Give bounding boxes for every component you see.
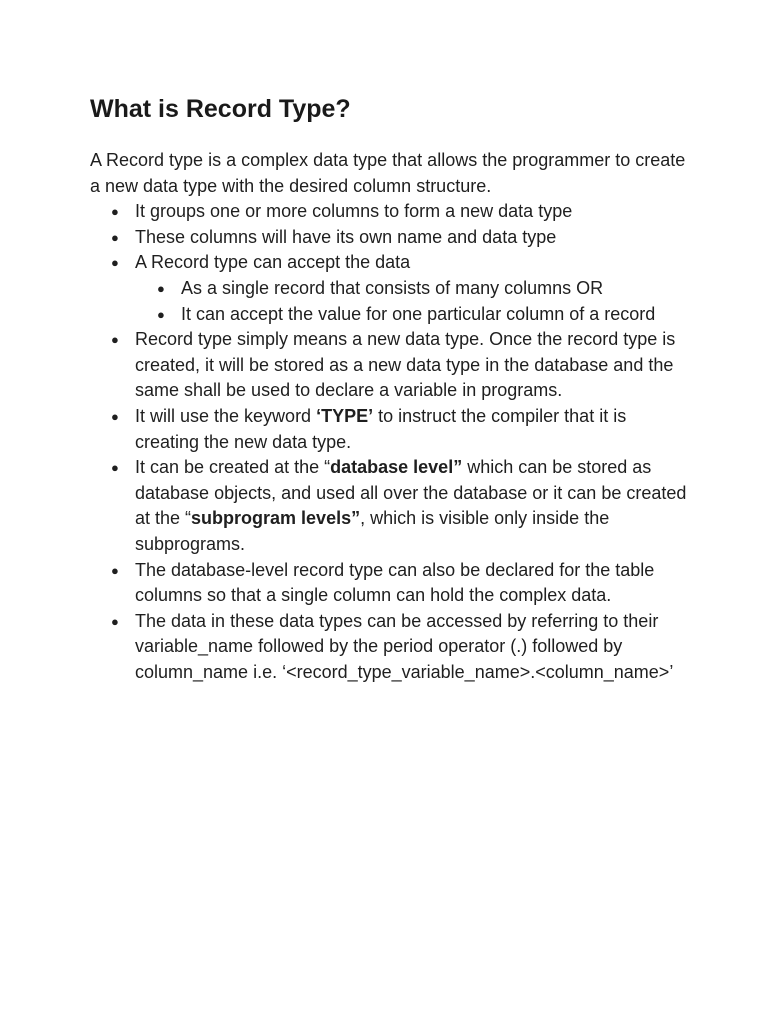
bullet-item-column-names: ● These columns will have its own name and data type xyxy=(90,225,690,251)
bullet-item-accept-data xyxy=(90,250,690,327)
page-title: What is Record Type? xyxy=(90,95,351,123)
sub-bullet-single-record: ● As a single record that consists of many columns OR xyxy=(135,276,690,302)
type-keyword-bold: ‘TYPE’ xyxy=(316,405,374,426)
levels-database-bold: database level” xyxy=(330,457,463,478)
bullet-item-groups-columns: ● It groups one or more columns to form a new data type xyxy=(90,199,690,225)
sub-bullet-particular-column: ● It can accept the value for one particular column of a record xyxy=(135,302,690,328)
bullet-item-new-data-type: ● Record type simply means a new data type. Once the record type is created, it will be stored as a new data type in the database and the same shall be used to declare a variable in programs. xyxy=(90,327,690,404)
bullet-item-access-data: ● The data in these data types can be accessed by referring to their variable_name followed by the period operator (.) followed by column_name i.e. ‘<record_type_variable_name>.<column_name>’ xyxy=(90,609,690,686)
levels-mid: which can be stored as database objects, and used all over the database or it can be created at the “ xyxy=(135,457,687,529)
sub-bullet-list xyxy=(135,276,690,327)
levels-pre: It can be created at the “ xyxy=(135,457,331,478)
bullet-item-levels xyxy=(90,455,690,557)
document-page xyxy=(90,92,690,685)
main-bullet-list xyxy=(90,199,690,685)
bullet-item-table-columns: ● The database-level record type can also be declared for the table columns so that a single column can hold the complex data. xyxy=(90,558,690,609)
bullet-text-accept-data: A Record type can accept the data xyxy=(135,252,411,273)
levels-post: , which is visible only inside the subprograms. xyxy=(135,508,610,554)
type-keyword-post: to instruct the compiler that it is creating the new data type. xyxy=(135,405,627,452)
intro-paragraph: A Record type is a complex data type that allows the programmer to create a new data type with the desired column structure. xyxy=(90,150,686,196)
bullet-item-type-keyword xyxy=(90,404,690,455)
type-keyword-pre: It will use the keyword xyxy=(135,405,317,426)
levels-subprogram-bold: subprogram levels” xyxy=(191,508,361,529)
